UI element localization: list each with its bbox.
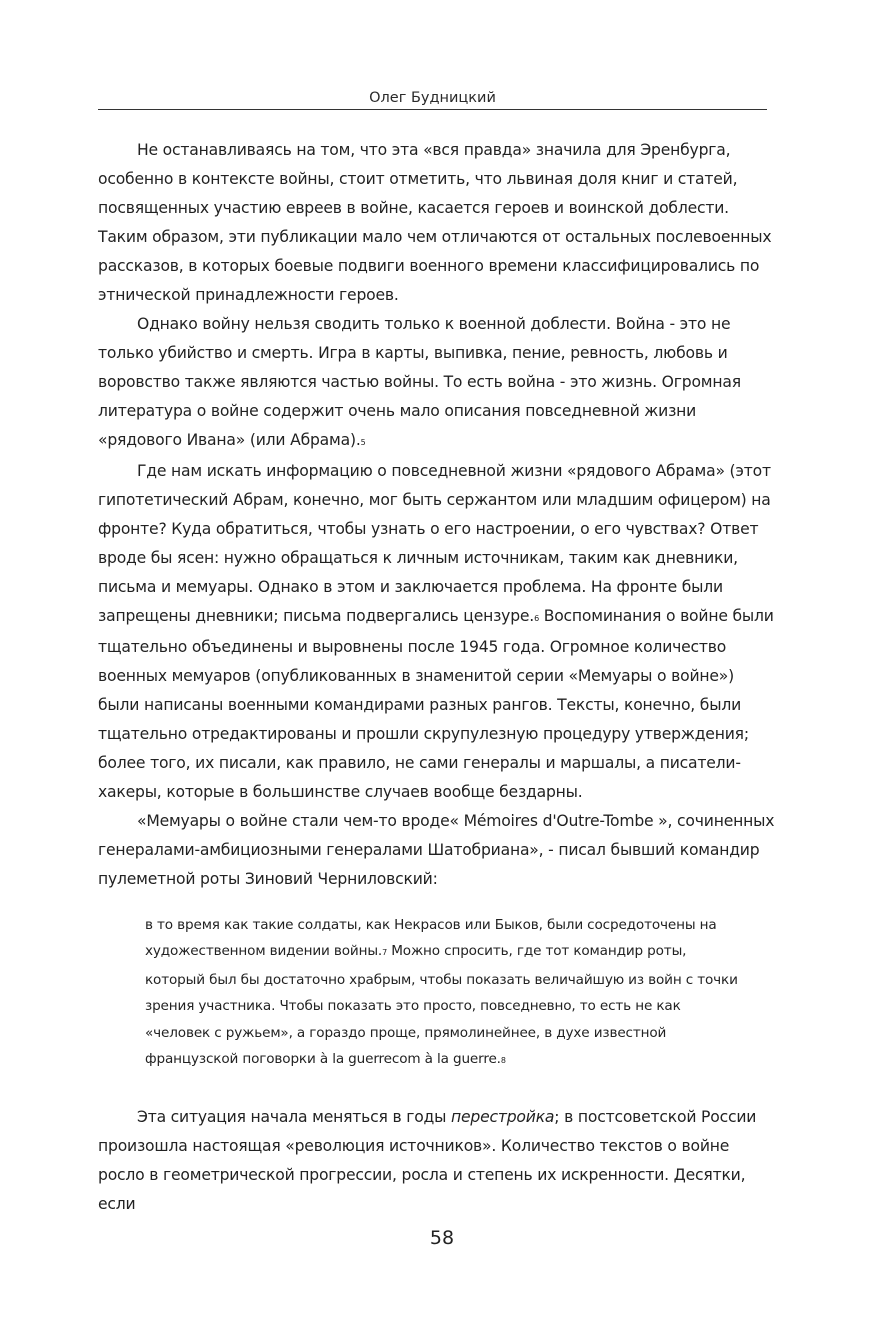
paragraph-1-text: Не останавливаясь на том, что эта «вся правда» значила для Эренбурга, особенно в контексте войны, стоит отметить, что львиная доля книг и статей, посвященных участию евреев в войне, касается героев и воинской доблести. Таким образом, эти публикации мало чем отличаются от остальных послевоенных рассказов, в которых боевые подвиги военного времени классифицировались по этнической принадлежности героев. — [98, 141, 772, 304]
paragraph-2 — [98, 310, 778, 457]
closing-paragraph — [98, 1103, 778, 1219]
paragraph-3-text-a: Где нам искать информацию о повседневной жизни «рядового Абрама» (этот гипотетический Абрам, конечно, мог быть сержантом или младшим офицером) на фронте? Куда обратиться, чтобы узнать о его настроении, о его чувствах? Ответ вроде бы ясен: нужно обращаться к личным источникам, таким как дневники, письма и мемуары. Однако в этом и заключается проблема. На фронте были запрещены дневники; письма подвергались цензуре. — [98, 462, 771, 625]
paragraph-3-text-b: Воспоминания о войне были тщательно объединены и выровнены после 1945 года. Огромное количество военных мемуаров (опубликованных в знаменитой серии «Мемуары о войне») были написаны военными командирами разных рангов. Тексты, конечно, были тщательно отредактированы и прошли скрупулезную процедуру утверждения; более того, их писали, как правило, не сами генералы и маршалы, а писатели-хакеры, которые в большинстве случаев вообще бездарны. — [98, 607, 774, 801]
block-quote-paragraph — [145, 912, 745, 1074]
closing-text-b: ; в постсоветской России произошла настоящая «революция источников». Количество текстов о войне росло в геометрической прогрессии, росла и степень их искренности. Десятки, если — [98, 1108, 757, 1213]
main-text — [98, 136, 778, 894]
header-rule — [98, 109, 767, 110]
paragraph-4 — [98, 807, 778, 894]
paragraph-4-text: «Мемуары о войне стали чем-то вроде« Mémoires d'Outre-Tombe », сочиненных генералами-амбициозными генералами Шатобриана», - писал бывший командир пулеметной роты Зиновий Черниловский: — [98, 812, 775, 888]
block-quote-text-b: Можно спросить, где тот командир роты, который был бы достаточно храбрым, чтобы показать величайшую из войн с точки зрения участника. Чтобы показать это просто, повседневно, то есть не как «человек с ружьем», а гораздо проще, прямолинейнее, в духе известной французской поговорки à la guerrecom à la guerre. — [145, 943, 738, 1068]
closing-emphasis: перестройка — [451, 1108, 555, 1126]
paragraph-2-text: Однако войну нельзя сводить только к военной доблести. Война - это не только убийство и смерть. Игра в карты, выпивка, пение, ревность, любовь и воровство также являются частью войны. То есть война - это жизнь. Огромная литература о войне содержит очень мало описания повседневной жизни «рядового Ивана» (или Абрама). — [98, 315, 741, 449]
closing-text-a: Эта ситуация начала меняться в годы — [137, 1108, 451, 1126]
footnote-marker-6[interactable]: 6 — [534, 614, 539, 623]
footnote-marker-5[interactable]: 5 — [360, 438, 366, 447]
running-head: Олег Будницкий — [369, 90, 496, 106]
footnote-marker-7[interactable]: 7 — [382, 948, 388, 958]
block-quote-text-a: в то время как такие солдаты, как Некрасов или Быков, были сосредоточены на художественном видении войны. — [145, 917, 717, 960]
block-quote — [145, 912, 745, 1074]
page-number: 58 — [429, 1227, 455, 1249]
paragraph-3 — [98, 457, 778, 807]
paragraph-1 — [98, 136, 778, 310]
closing-text — [98, 1103, 778, 1219]
footnote-marker-8[interactable]: 8 — [500, 1056, 506, 1066]
